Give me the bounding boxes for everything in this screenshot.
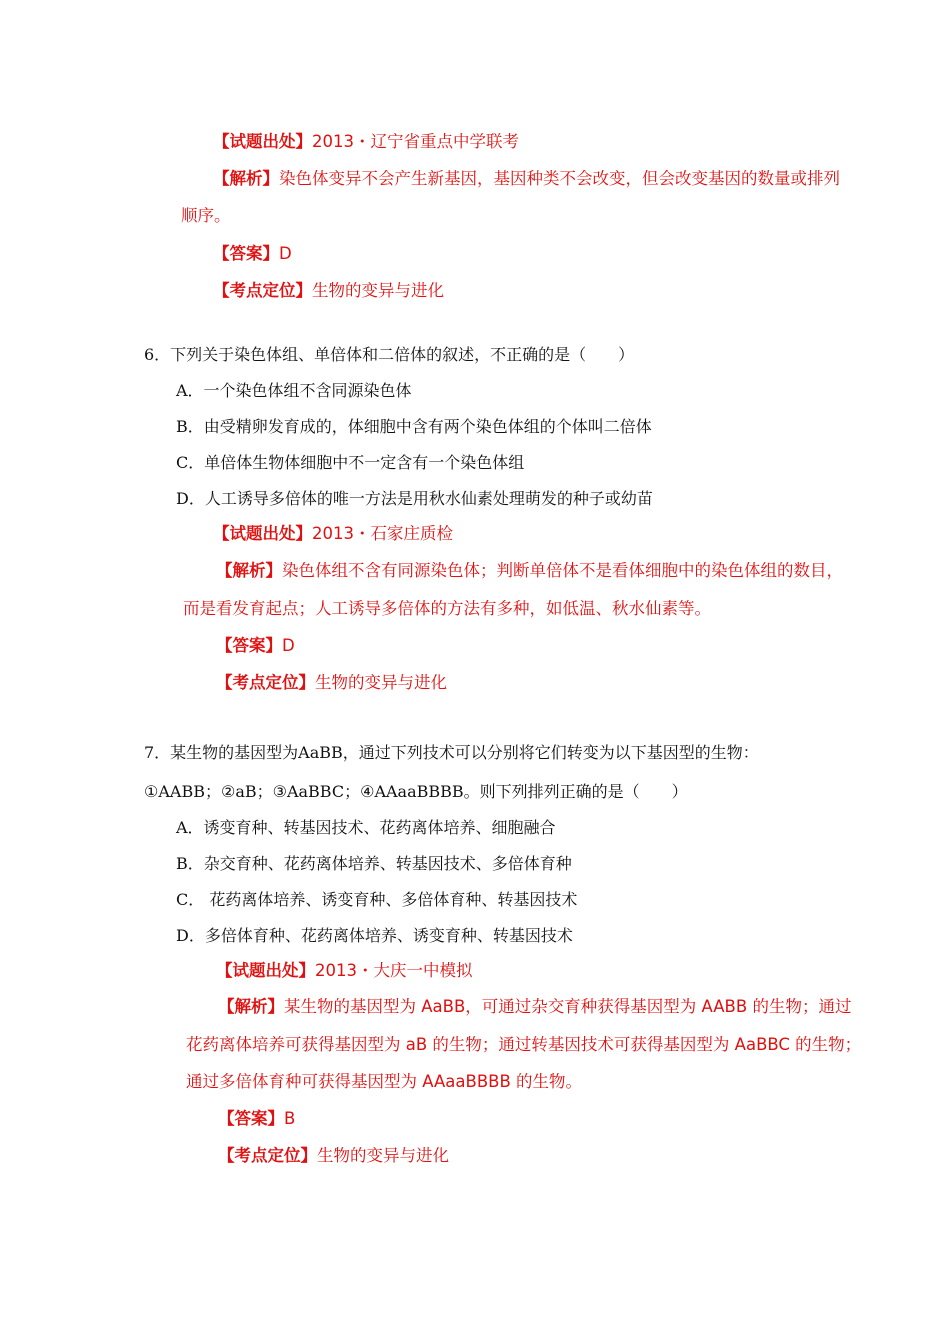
q5-analysis-line1: 染色体变异不会产生新基因，基因种类不会改变，但会改变基因的数量或排列 xyxy=(279,169,840,188)
q5-analysis-line2: 顺序。 xyxy=(181,206,231,225)
q7-answer-label: 【答案】 xyxy=(218,1109,284,1128)
q5-answer xyxy=(213,240,292,264)
q7-option-d: D．多倍体育种、花药离体培养、诱变育种、转基因技术 xyxy=(176,926,573,945)
q7-option-a: A．诱变育种、转基因技术、花药离体培养、细胞融合 xyxy=(176,818,556,837)
q7-answer xyxy=(218,1105,295,1129)
q7-answer-text: B xyxy=(284,1109,296,1128)
q6-answer-text: D xyxy=(282,636,295,655)
q6-analysis-line1: 染色体组不含有同源染色体；判断单倍体不是看体细胞中的染色体组的数目， xyxy=(282,561,843,580)
q5-analysis-label: 【解析】 xyxy=(213,169,279,188)
q7-analysis-line2: 花药离体培养可获得基因型为 aB 的生物；通过转基因技术可获得基因型为 AaBBC 的生物； xyxy=(186,1035,862,1054)
q7-source-text: 2013・大庆一中模拟 xyxy=(315,961,473,980)
q6-answer-label: 【答案】 xyxy=(216,636,282,655)
q5-source xyxy=(213,128,519,152)
q7-analysis-line3: 通过多倍体育种可获得基因型为 AAaaBBBB 的生物。 xyxy=(186,1072,583,1091)
q7-topic xyxy=(218,1142,449,1166)
q7-analysis xyxy=(218,993,851,1017)
q6-analysis-line2: 而是看发育起点；人工诱导多倍体的方法有多种，如低温、秋水仙素等。 xyxy=(183,599,711,618)
q6-option-a: A．一个染色体组不含同源染色体 xyxy=(176,381,412,400)
q6-stem: 6．下列关于染色体组、单倍体和二倍体的叙述，不正确的是（ ） xyxy=(144,345,635,364)
q5-source-text: 2013・辽宁省重点中学联考 xyxy=(312,132,519,151)
q7-stem-line2: ①AABB；②aB；③AaBBC；④AAaaBBBB。则下列排列正确的是（ ） xyxy=(144,782,688,801)
q6-analysis-label: 【解析】 xyxy=(216,561,282,580)
q5-answer-text: D xyxy=(279,244,292,263)
q6-topic xyxy=(216,669,447,693)
q6-option-c: C．单倍体生物体细胞中不一定含有一个染色体组 xyxy=(176,453,525,472)
q6-topic-label: 【考点定位】 xyxy=(216,673,315,692)
q7-option-b: B．杂交育种、花药离体培养、转基因技术、多倍体育种 xyxy=(176,854,572,873)
q7-source xyxy=(216,957,473,981)
q7-topic-label: 【考点定位】 xyxy=(218,1146,317,1165)
q5-topic-label: 【考点定位】 xyxy=(213,281,312,300)
q7-option-c: C． 花药离体培养、诱变育种、多倍体育种、转基因技术 xyxy=(176,890,578,909)
q7-topic-text: 生物的变异与进化 xyxy=(317,1146,449,1165)
q5-source-label: 【试题出处】 xyxy=(213,132,312,151)
q6-analysis xyxy=(216,557,843,581)
q6-source-label: 【试题出处】 xyxy=(213,524,312,543)
q6-option-b: B．由受精卵发育成的，体细胞中含有两个染色体组的个体叫二倍体 xyxy=(176,417,652,436)
q6-topic-text: 生物的变异与进化 xyxy=(315,673,447,692)
q6-option-d: D．人工诱导多倍体的唯一方法是用秋水仙素处理萌发的种子或幼苗 xyxy=(176,489,653,508)
q5-topic xyxy=(213,277,444,301)
q6-answer xyxy=(216,632,295,656)
q7-stem-line1: 7．某生物的基因型为AaBB，通过下列技术可以分别将它们转变为以下基因型的生物： xyxy=(144,743,759,762)
q6-source xyxy=(213,520,453,544)
q5-analysis xyxy=(213,165,840,189)
q7-analysis-label: 【解析】 xyxy=(218,997,284,1016)
q7-analysis-line1: 某生物的基因型为 AaBB，可通过杂交育种获得基因型为 AABB 的生物；通过 xyxy=(284,997,852,1016)
q7-source-label: 【试题出处】 xyxy=(216,961,315,980)
q5-answer-label: 【答案】 xyxy=(213,244,279,263)
q5-topic-text: 生物的变异与进化 xyxy=(312,281,444,300)
q6-source-text: 2013・石家庄质检 xyxy=(312,524,453,543)
